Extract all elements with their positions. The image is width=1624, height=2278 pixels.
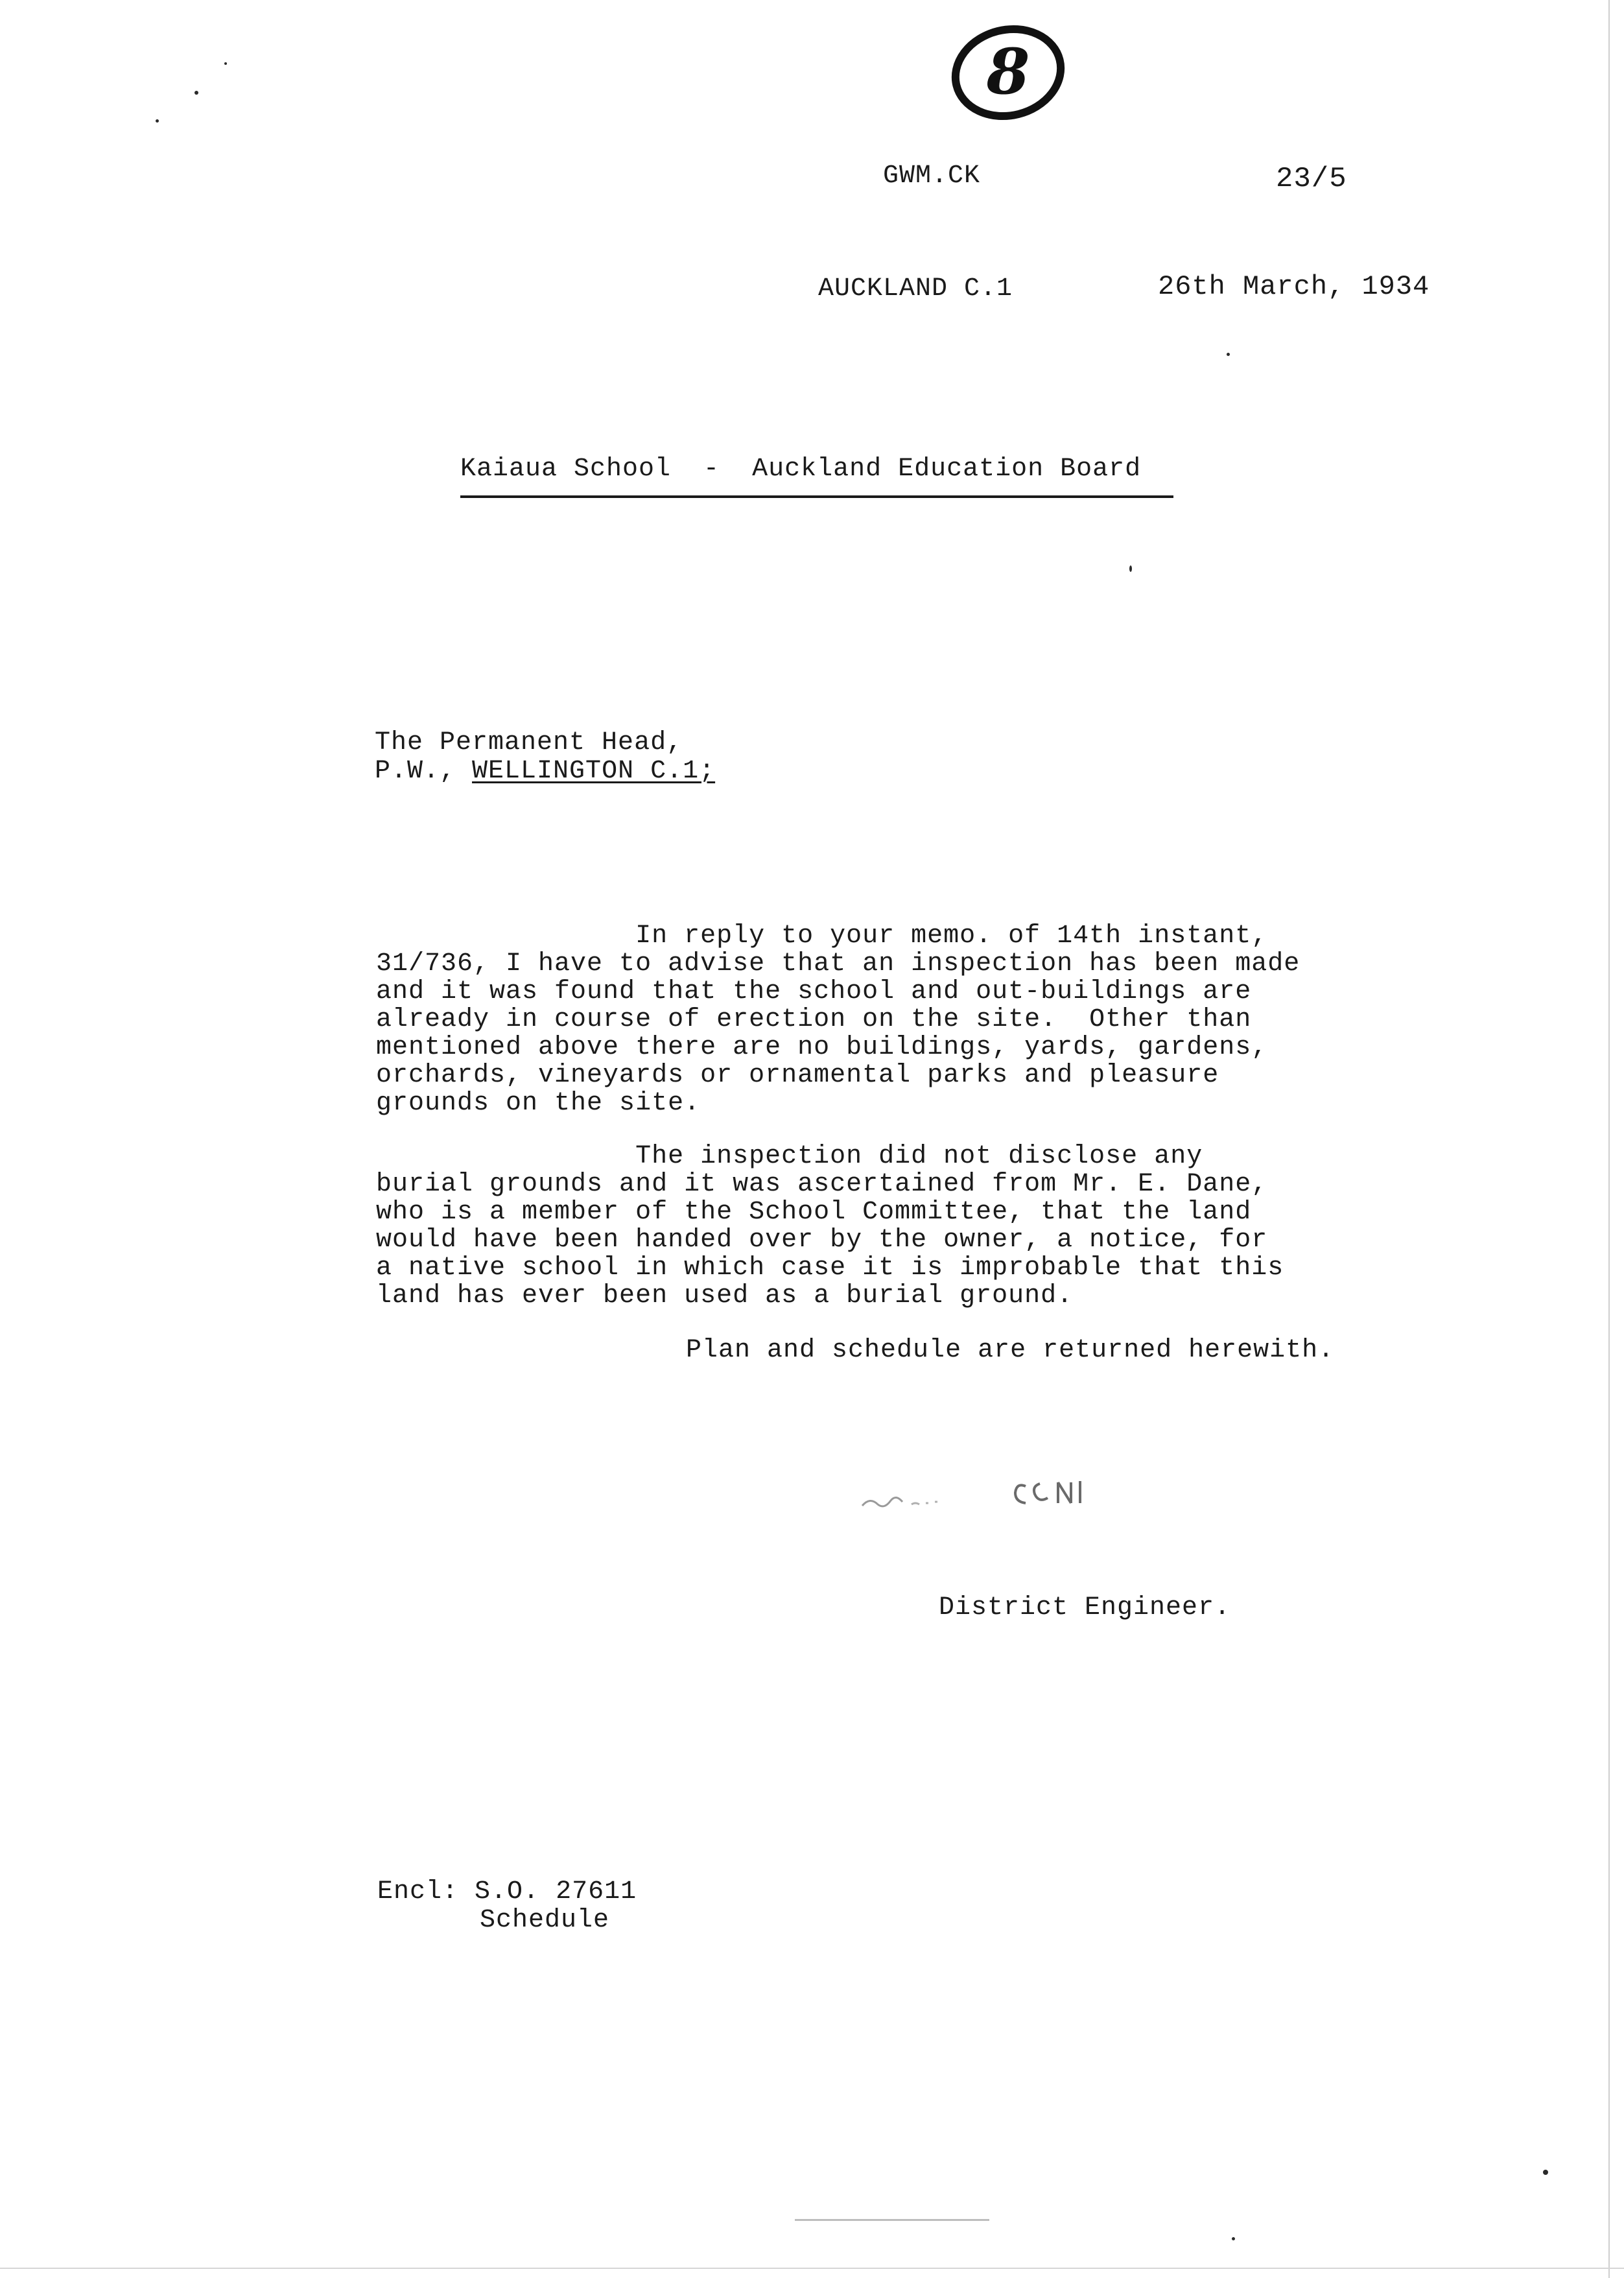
subject-underline: [460, 495, 1173, 498]
addressee-city: WELLINGTON C.1;: [472, 757, 716, 786]
addressee-prefix: P.W.,: [375, 757, 473, 786]
page-edge-right: [1608, 0, 1610, 2278]
place-line: AUCKLAND C.1: [818, 274, 1013, 303]
scan-speck: [194, 91, 198, 95]
scan-speck: [1543, 2170, 1548, 2175]
letter-date: 26th March, 1934: [1158, 271, 1430, 302]
folio-number: 8: [986, 34, 1030, 108]
reference-code: GWM.CK: [883, 161, 981, 191]
body-paragraph-1: In reply to your memo. of 14th instant, 31/736, I have to advise that an inspection has been made and it was found that the school and out-buildings are already in course of erection on the site. Other than mentioned above there are no buildings, yards, gardens, orchards, vineyards or ornamental parks and pleasure grounds on the site.: [376, 921, 1300, 1118]
addressee-line-1: The Permanent Head,: [375, 728, 683, 757]
signatory-title: District Engineer.: [939, 1593, 1231, 1622]
scan-speck: [156, 119, 159, 123]
scan-speck: [1232, 2237, 1235, 2240]
enclosure-line-1: [377, 1878, 637, 1906]
scan-speck: [224, 62, 227, 65]
enclosure-item-2: Schedule: [480, 1906, 610, 1935]
folio-mark: [943, 13, 1073, 130]
signature-mark: [856, 1472, 1115, 1517]
page-edge-bottom: [0, 2268, 1624, 2269]
scan-speck: [1129, 565, 1132, 572]
enclosure-label: Encl:: [377, 1877, 459, 1906]
body-paragraph-2: The inspection did not disclose any burial grounds and it was ascertained from Mr. E. Dane, who is a member of the School Committee, that the land would have been handed over by the owner, a notice, for a native school in which case it is improbable that this land has ever been used as a burial ground.: [376, 1142, 1284, 1311]
subject-line: Kaiaua School - Auckland Education Board: [460, 455, 1142, 484]
enclosure-item-1: S.O. 27611: [475, 1877, 637, 1906]
scan-speck: [1227, 353, 1230, 356]
file-number: 23/5: [1276, 163, 1347, 195]
scan-streak: [795, 2219, 989, 2221]
body-paragraph-3: Plan and schedule are returned herewith.: [686, 1336, 1335, 1365]
addressee-line-2: [375, 757, 715, 786]
